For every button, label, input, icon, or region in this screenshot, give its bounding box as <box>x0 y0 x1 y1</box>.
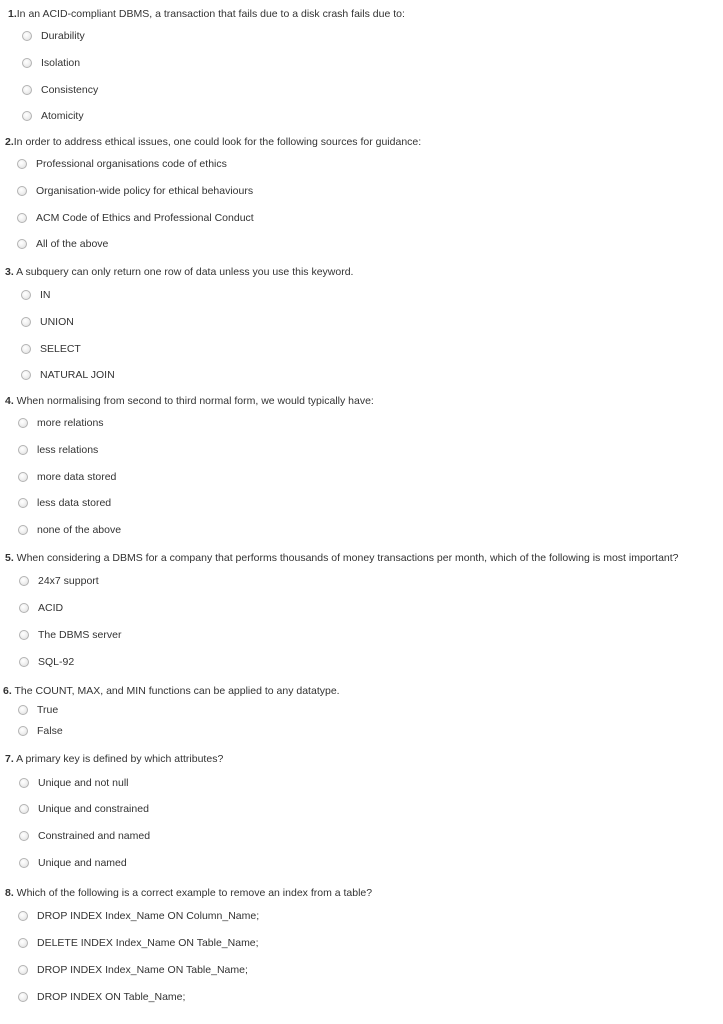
answer-option-label[interactable]: more relations <box>37 417 104 429</box>
answer-option-label[interactable]: more data stored <box>37 471 117 483</box>
answer-option[interactable] <box>17 236 108 252</box>
answer-option[interactable] <box>19 627 121 643</box>
answer-option-label[interactable]: Professional organisations code of ethics <box>36 158 227 170</box>
radio-button[interactable] <box>21 344 31 354</box>
answer-option-label[interactable]: Unique and named <box>38 857 127 869</box>
answer-option-label[interactable]: SELECT <box>40 343 81 355</box>
answer-option[interactable] <box>22 82 98 98</box>
answer-option-label[interactable]: none of the above <box>37 524 122 536</box>
answer-option[interactable] <box>18 723 63 739</box>
question-prompt: When considering a DBMS for a company that performs thousands of money transactions per month, which of the following is most important? <box>13 552 679 564</box>
question-text <box>3 684 340 698</box>
answer-option[interactable] <box>18 962 248 978</box>
question-prompt: In order to address ethical issues, one could look for the following sources for guidance: <box>13 136 422 148</box>
radio-button[interactable] <box>18 911 28 921</box>
question-prompt: In an ACID-compliant DBMS, a transaction that fails due to a disk crash fails due to: <box>16 8 405 20</box>
answer-option[interactable] <box>19 600 63 616</box>
answer-option-label[interactable]: All of the above <box>36 238 109 250</box>
question-number: 4. <box>5 395 14 407</box>
answer-option[interactable] <box>18 469 116 485</box>
answer-option[interactable] <box>21 367 115 383</box>
question-text <box>5 394 374 408</box>
answer-option[interactable] <box>19 828 150 844</box>
radio-button[interactable] <box>18 965 28 975</box>
answer-option[interactable] <box>19 775 129 791</box>
radio-button[interactable] <box>19 576 29 586</box>
question-prompt: A subquery can only return one row of data unless you use this keyword. <box>13 266 354 278</box>
question-text <box>8 7 405 21</box>
answer-option-label[interactable]: Consistency <box>41 84 99 96</box>
answer-option-label[interactable]: Constrained and named <box>38 830 151 842</box>
answer-option-label[interactable]: DROP INDEX ON Table_Name; <box>37 991 186 1003</box>
answer-option[interactable] <box>21 314 74 330</box>
radio-button[interactable] <box>19 778 29 788</box>
answer-option[interactable] <box>18 989 185 1005</box>
radio-button[interactable] <box>19 630 29 640</box>
answer-option[interactable] <box>17 183 253 199</box>
radio-button[interactable] <box>17 213 27 223</box>
answer-option[interactable] <box>19 573 99 589</box>
answer-option[interactable] <box>18 522 121 538</box>
radio-button[interactable] <box>18 705 28 715</box>
radio-button[interactable] <box>18 525 28 535</box>
answer-option[interactable] <box>19 855 127 871</box>
radio-button[interactable] <box>19 858 29 868</box>
answer-option-label[interactable]: Organisation-wide policy for ethical behaviours <box>36 185 254 197</box>
radio-button[interactable] <box>18 938 28 948</box>
radio-button[interactable] <box>22 58 32 68</box>
radio-button[interactable] <box>17 239 27 249</box>
question-prompt: The COUNT, MAX, and MIN functions can be applied to any datatype. <box>11 685 340 697</box>
answer-option-label[interactable]: Unique and constrained <box>38 803 149 815</box>
radio-button[interactable] <box>19 831 29 841</box>
answer-option[interactable] <box>21 287 51 303</box>
radio-button[interactable] <box>21 290 31 300</box>
radio-button[interactable] <box>21 370 31 380</box>
question-number: 6. <box>3 685 12 697</box>
answer-option[interactable] <box>22 55 80 71</box>
question-number: 1. <box>8 8 17 20</box>
radio-button[interactable] <box>18 992 28 1002</box>
radio-button[interactable] <box>19 804 29 814</box>
radio-button[interactable] <box>22 31 32 41</box>
answer-option[interactable] <box>18 495 111 511</box>
answer-option-label[interactable]: Durability <box>41 30 85 42</box>
answer-option-label[interactable]: Unique and not null <box>38 777 129 789</box>
answer-option-label[interactable]: less relations <box>37 444 99 456</box>
radio-button[interactable] <box>17 159 27 169</box>
answer-option-label[interactable]: DROP INDEX Index_Name ON Table_Name; <box>37 964 248 976</box>
radio-button[interactable] <box>19 657 29 667</box>
radio-button[interactable] <box>21 317 31 327</box>
question-prompt: When normalising from second to third normal form, we would typically have: <box>13 395 374 407</box>
answer-option[interactable] <box>19 801 149 817</box>
answer-option-label[interactable]: DROP INDEX Index_Name ON Column_Name; <box>37 910 260 922</box>
question-text <box>5 551 679 565</box>
answer-option-label[interactable]: ACID <box>38 602 64 614</box>
question-prompt: A primary key is defined by which attributes? <box>13 753 224 765</box>
radio-button[interactable] <box>18 418 28 428</box>
question-text <box>5 265 353 279</box>
answer-option-label[interactable]: ACM Code of Ethics and Professional Conduct <box>36 212 254 224</box>
question-text <box>5 886 372 900</box>
question-number: 2. <box>5 136 14 148</box>
radio-button[interactable] <box>18 498 28 508</box>
answer-option-label[interactable]: SQL-92 <box>38 656 75 668</box>
answer-option[interactable] <box>19 654 74 670</box>
question-prompt: Which of the following is a correct example to remove an index from a table? <box>13 887 373 899</box>
question-number: 7. <box>5 753 14 765</box>
question-text <box>5 135 421 149</box>
answer-option-label[interactable]: False <box>37 725 63 737</box>
answer-option[interactable] <box>17 210 254 226</box>
answer-option-label[interactable]: DELETE INDEX Index_Name ON Table_Name; <box>37 937 259 949</box>
answer-option[interactable] <box>18 442 98 458</box>
answer-option[interactable] <box>18 935 259 951</box>
answer-option[interactable] <box>21 341 81 357</box>
answer-option-label[interactable]: NATURAL JOIN <box>40 369 115 381</box>
question-number: 3. <box>5 266 14 278</box>
answer-option-label[interactable]: IN <box>40 289 51 301</box>
question-number: 8. <box>5 887 14 899</box>
answer-option[interactable] <box>17 156 227 172</box>
answer-option-label[interactable]: UNION <box>40 316 74 328</box>
answer-option[interactable] <box>18 415 104 431</box>
answer-option[interactable] <box>18 908 259 924</box>
answer-option-label[interactable]: The DBMS server <box>38 629 122 641</box>
radio-button[interactable] <box>19 603 29 613</box>
radio-button[interactable] <box>18 726 28 736</box>
answer-option-label[interactable]: 24x7 support <box>38 575 99 587</box>
answer-option[interactable] <box>18 702 58 718</box>
radio-button[interactable] <box>22 111 32 121</box>
answer-option-label[interactable]: less data stored <box>37 497 112 509</box>
answer-option-label[interactable]: True <box>37 704 59 716</box>
answer-option[interactable] <box>22 108 84 124</box>
radio-button[interactable] <box>18 445 28 455</box>
answer-option[interactable] <box>22 28 85 44</box>
radio-button[interactable] <box>22 85 32 95</box>
radio-button[interactable] <box>18 472 28 482</box>
answer-option-label[interactable]: Isolation <box>41 57 81 69</box>
question-number: 5. <box>5 552 14 564</box>
radio-button[interactable] <box>17 186 27 196</box>
answer-option-label[interactable]: Atomicity <box>41 110 84 122</box>
question-text <box>5 752 223 766</box>
